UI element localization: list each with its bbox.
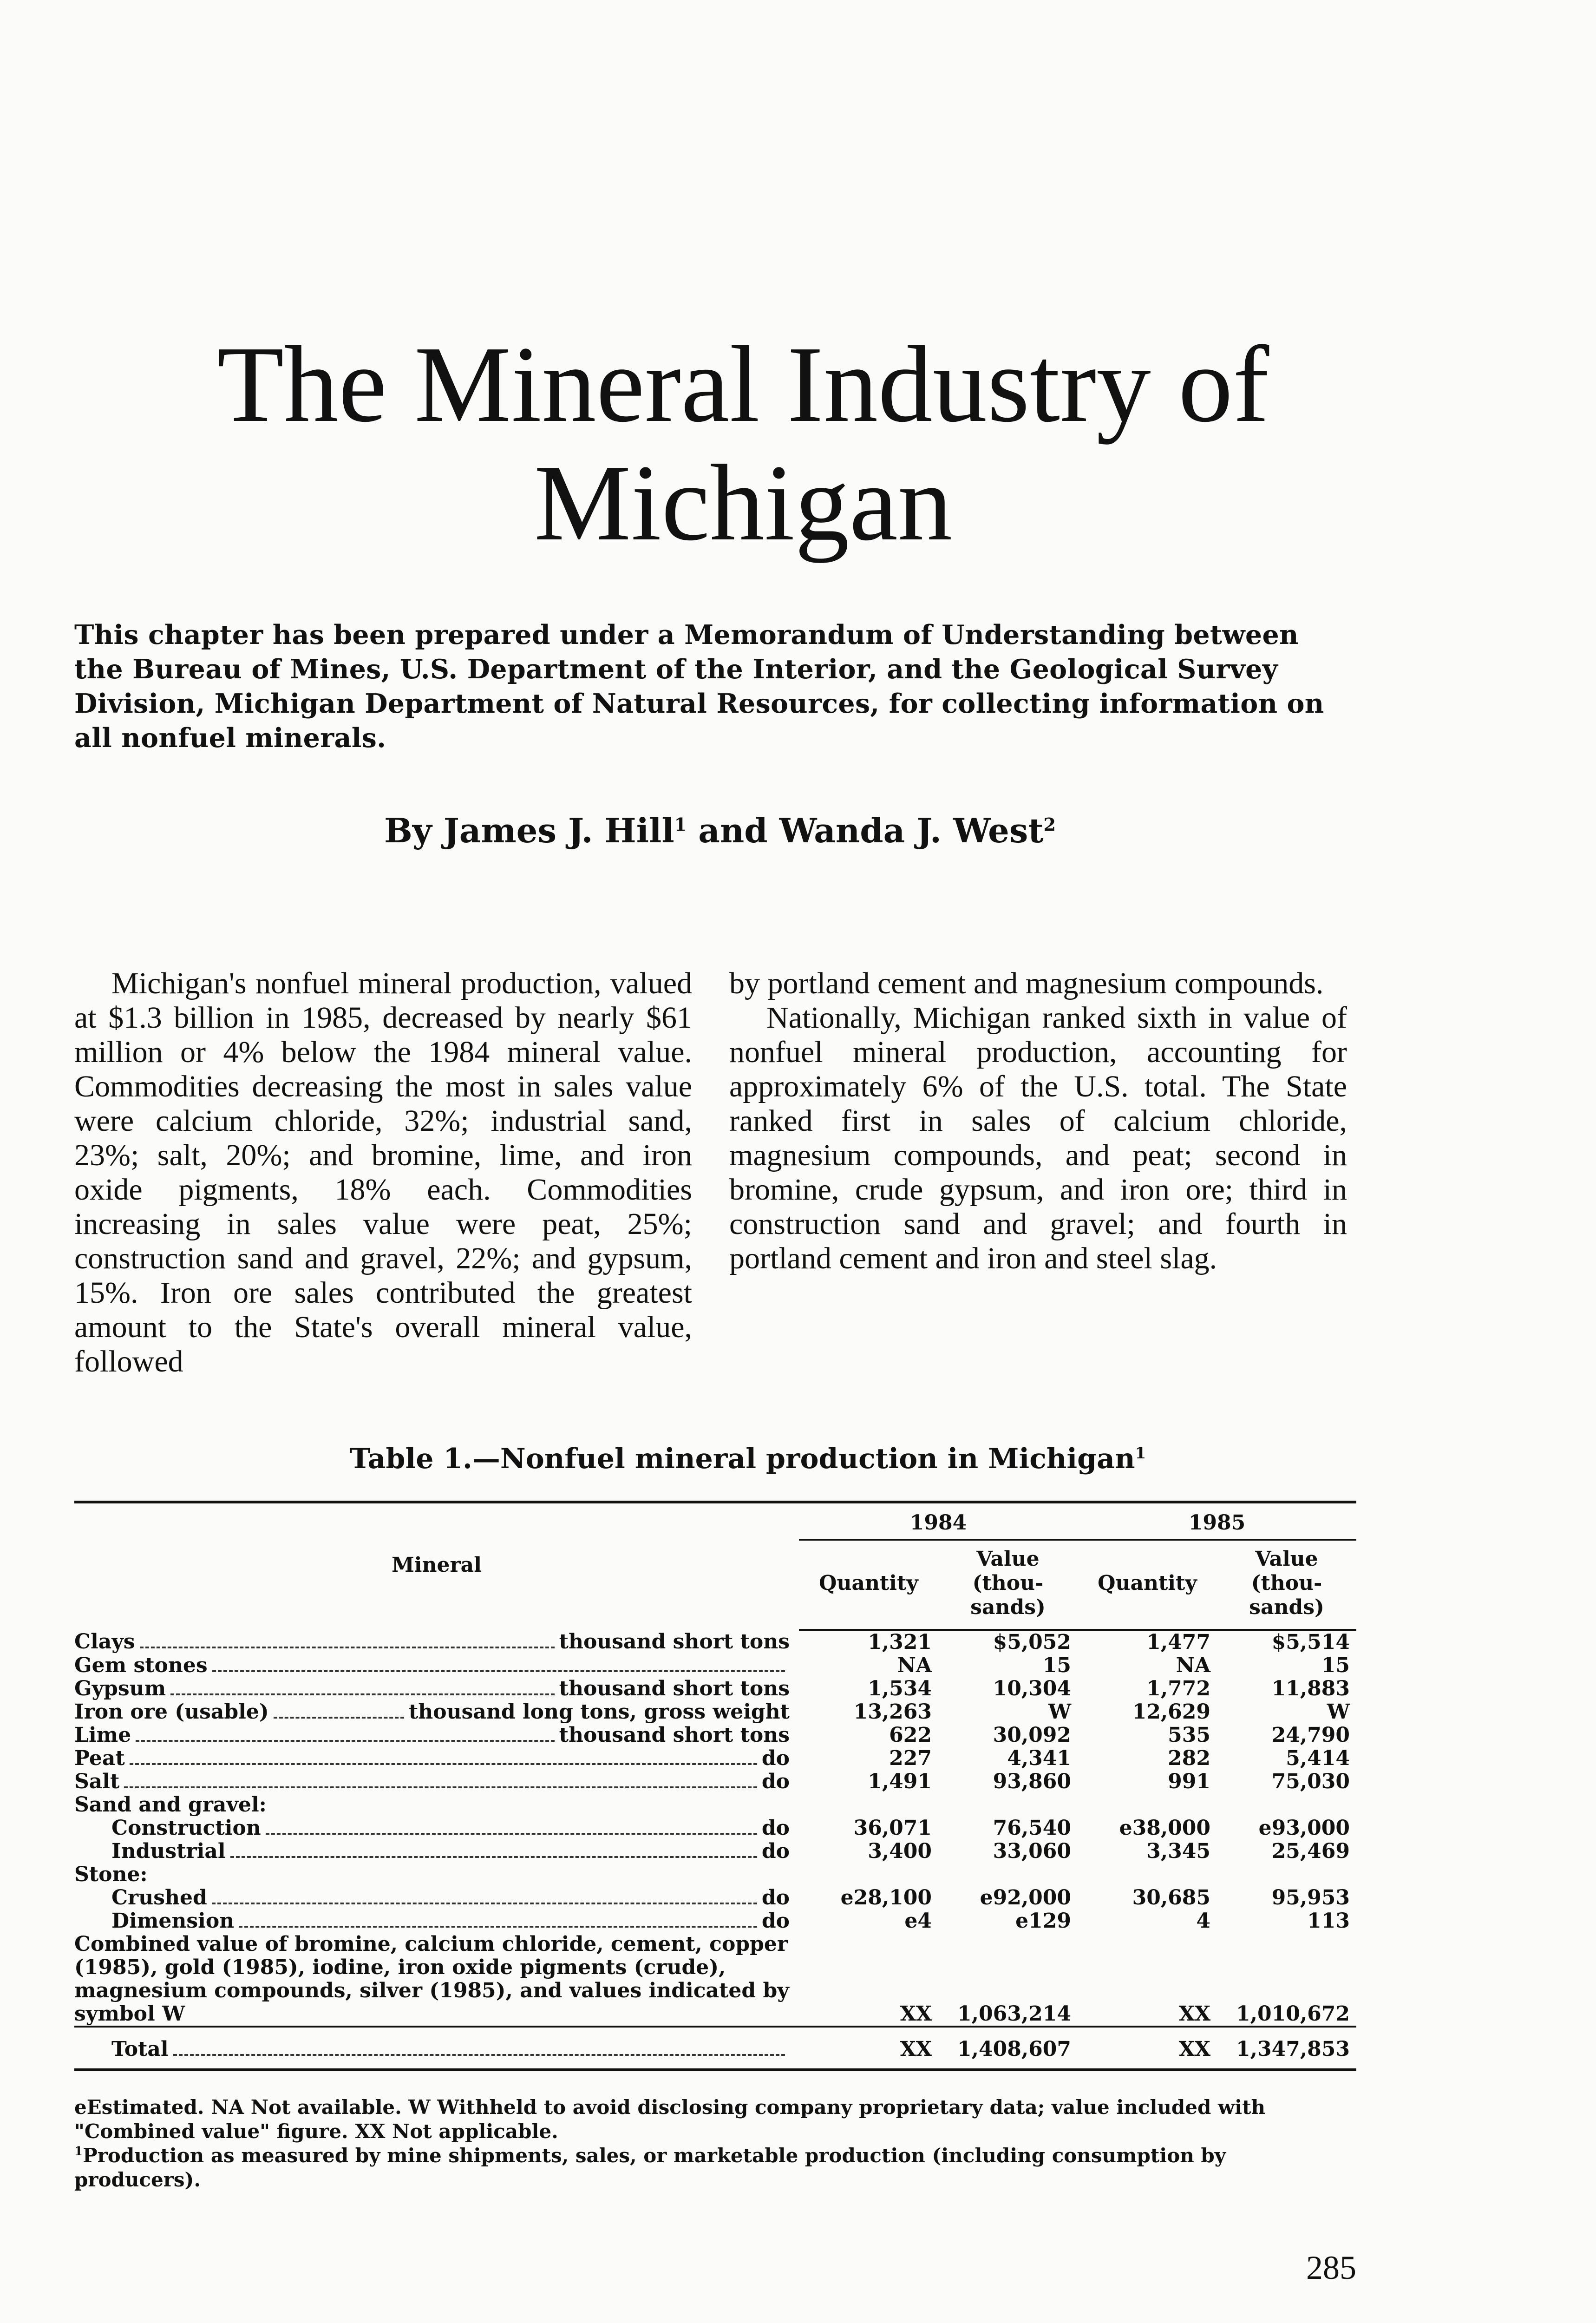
chapter-title-line2: Michigan (534, 442, 953, 563)
header-mineral: Mineral (392, 1553, 482, 1577)
footnote-1-text: Production as measured by mine shipments, sales, or marketable production (including consumption by producers). (74, 2144, 1226, 2191)
total-cell-v85: 1,347,853 (1217, 2027, 1356, 2070)
mineral-name: Clays (74, 1630, 135, 1654)
table-row (74, 1700, 1356, 1724)
cell-q84: 622 (889, 1723, 932, 1747)
mineral-name: Crushed (111, 1886, 207, 1910)
cell-q84: NA (897, 1654, 932, 1677)
unit-label: thousand short tons (559, 1724, 790, 1747)
row-label (74, 1677, 799, 1700)
cell-q85: 3,345 (1146, 1839, 1210, 1863)
cell-q85: 1,772 (1146, 1677, 1210, 1700)
row-label-inner (74, 1700, 790, 1724)
mineral-name: Dimension (111, 1910, 235, 1933)
unit-label: thousand short tons (559, 1677, 790, 1700)
row-label (74, 1817, 799, 1840)
page-number: 285 (1306, 2249, 1356, 2286)
body-column-right (729, 966, 1347, 1276)
row-label (74, 1770, 799, 1793)
cell-v84: e92,000 (980, 1886, 1071, 1910)
cell-q84: e28,100 (840, 1886, 932, 1910)
cell-q84: 1,491 (868, 1770, 932, 1793)
row-label-inner (111, 1886, 790, 1910)
mineral-name: Industrial (111, 1840, 226, 1863)
row-label-inner (74, 1677, 790, 1700)
chapter-title (139, 325, 1347, 562)
header-value-1985: Value (thou- sands) (1217, 1540, 1356, 1630)
leader-dots (140, 1640, 555, 1648)
cell-q84: 36,071 (853, 1816, 932, 1840)
unit-label: do (761, 1840, 790, 1863)
table-row (74, 1630, 1356, 1654)
unit-label: do (761, 1817, 790, 1840)
chapter-title-line1: The Mineral Industry of (217, 324, 1269, 445)
intro-paragraph: This chapter has been prepared under a Memorandum of Understanding between the Bureau of Mines, U.S. Department of the Interior, and the Geological Survey Division, Michigan Department of Natural Resources, for collecting information on all nonfuel minerals. (74, 619, 1324, 754)
footnote-1 (74, 2144, 1356, 2192)
header-value-1984: Value (thou- sands) (938, 1540, 1078, 1630)
footnote-legend: eEstimated. NA Not available. W Withheld to avoid disclosing company proprietary data; value included with "Combined value" figure. XX Not applicable. (74, 2096, 1266, 2143)
cell-v85: 24,790 (1271, 1723, 1350, 1747)
row-label-inner (111, 1840, 790, 1863)
header-quantity-1984: Quantity (799, 1540, 938, 1630)
cell-q85: e38,000 (1119, 1816, 1210, 1840)
row-label (74, 1840, 799, 1863)
cell-v85: 15 (1321, 1654, 1350, 1677)
byline (232, 811, 1208, 850)
byline-footnote-2: 2 (1043, 814, 1056, 835)
total-label (74, 2027, 799, 2070)
cell-q85: 991 (1168, 1770, 1210, 1793)
unit-label: do (761, 1886, 790, 1910)
table-title-footnote: 1 (1135, 1444, 1146, 1463)
row-label-inner (74, 1724, 790, 1747)
row-label-inner (74, 1630, 790, 1654)
mineral-name: Lime (74, 1724, 131, 1747)
cell-v84: 10,304 (993, 1677, 1071, 1700)
table-row (74, 1817, 1356, 1840)
table-footnotes (74, 2095, 1356, 2192)
cell-q85: XX (1178, 2002, 1210, 2026)
cell-v84: 93,860 (993, 1770, 1071, 1793)
table-title (139, 1443, 1356, 1475)
cell-v85: W (1327, 1700, 1350, 1724)
cell-q85: NA (1176, 1654, 1210, 1677)
header-year-1984: 1984 (799, 1502, 1078, 1540)
table-body (74, 1630, 1356, 2070)
cell-v85: 113 (1307, 1909, 1350, 1933)
mineral-name: Peat (74, 1747, 125, 1770)
table-row (74, 1770, 1356, 1793)
table-row (74, 1677, 1356, 1700)
byline-author2: and Wanda J. West (687, 811, 1044, 850)
cell-v84: 76,540 (993, 1816, 1071, 1840)
cell-v85: 25,469 (1271, 1839, 1350, 1863)
total-text: Total (111, 2037, 169, 2061)
unit-label: thousand long tons, gross weight (408, 1700, 790, 1724)
cell-v85: 5,414 (1286, 1746, 1350, 1770)
cell-q84: XX (900, 2002, 932, 2026)
mineral-name: Construction (111, 1817, 261, 1840)
mineral-name: Iron ore (usable) (74, 1700, 269, 1724)
byline-author1: By James J. Hill (384, 811, 674, 850)
body-paragraph: by portland cement and magnesium compounds. (729, 966, 1324, 1000)
header-year-1985: 1985 (1078, 1502, 1356, 1540)
cell-q84: 13,263 (853, 1700, 932, 1724)
cell-v84: W (1048, 1700, 1071, 1724)
row-label (74, 1630, 799, 1654)
data-table (74, 1501, 1356, 2071)
leader-dots (266, 1826, 757, 1835)
body-paragraph: Michigan's nonfuel mineral production, valued at $1.3 billion in 1985, decreased by nearly $61 million or 4% below the 1984 mineral value. Commodities decreasing the most in sales value were calcium chloride, 32%; industrial sand, 23%; salt, 20%; and bromine, lime, and iron oxide pigments, 18% each. Commodities increasing in sales value were peat, 25%; construction sand and gravel, 22%; and gypsum, 15%. Iron ore sales contributed the greatest amount to the State's overall mineral value, followed (74, 966, 692, 1378)
row-label-inner (74, 1747, 790, 1770)
leader-dots (239, 1919, 757, 1928)
cell-v84: 30,092 (993, 1723, 1071, 1747)
row-label-inner (111, 1817, 790, 1840)
cell-v85: 95,953 (1271, 1886, 1350, 1910)
total-cell-v84: 1,408,607 (938, 2027, 1078, 2070)
row-label (74, 1910, 799, 1933)
cell-q84: 1,534 (868, 1677, 932, 1700)
mineral-name: Gem stones (74, 1654, 208, 1677)
category-row (74, 1863, 1356, 1886)
table-row (74, 1910, 1356, 1933)
cell-v84: 4,341 (1007, 1746, 1071, 1770)
cell-q84: 227 (889, 1746, 932, 1770)
cell-v85: 1,010,672 (1236, 2002, 1350, 2026)
combined-value-row (74, 1933, 1356, 2027)
body-column-left (74, 966, 692, 1379)
table-header-row (74, 1502, 1356, 1540)
cell-v85: $5,514 (1271, 1630, 1350, 1654)
unit-label: do (761, 1747, 790, 1770)
leader-dots (212, 1896, 757, 1904)
cell-q84: e4 (904, 1909, 932, 1933)
category-row (74, 1793, 1356, 1817)
mineral-name: Gypsum (74, 1677, 166, 1700)
production-table (74, 1501, 1356, 2071)
row-label-inner (111, 1910, 790, 1933)
total-label-inner (111, 2038, 790, 2061)
leader-dots (173, 2047, 785, 2056)
cell-v85: 11,883 (1271, 1677, 1350, 1700)
combined-label: Combined value of bromine, calcium chloride, cement, copper (1985), gold (1985), iodine, iron oxide pigments (crude), magnesium compounds, silver (1985), and values indicated by symbol W (74, 1932, 789, 2026)
table-row (74, 1840, 1356, 1863)
cell-v84: 33,060 (993, 1839, 1071, 1863)
header-quantity-1985: Quantity (1078, 1540, 1217, 1630)
category-label: Stone: (74, 1863, 148, 1886)
table-row (74, 1886, 1356, 1910)
body-paragraph: Nationally, Michigan ranked sixth in value of nonfuel mineral production, accounting for approximately 6% of the U.S. total. The State ranked first in sales of calcium chloride, magnesium compounds, and peat; second in bromine, crude gypsum, and iron ore; third in construction sand and gravel; and fourth in portland cement and iron and steel slag. (729, 1001, 1347, 1275)
cell-v84: 1,063,214 (957, 2002, 1071, 2026)
cell-q85: 4 (1196, 1909, 1210, 1933)
total-cell-q85: XX (1078, 2027, 1217, 2070)
cell-v84: e129 (1015, 1909, 1071, 1933)
table-row (74, 1724, 1356, 1747)
cell-q85: 12,629 (1132, 1700, 1210, 1724)
row-label (74, 1654, 799, 1677)
cell-v85: 75,030 (1271, 1770, 1350, 1793)
row-label (74, 1700, 799, 1724)
cell-v85: e93,000 (1258, 1816, 1350, 1840)
category-label: Sand and gravel: (74, 1793, 267, 1817)
unit-label: thousand short tons (559, 1630, 790, 1654)
total-cell-q84: XX (799, 2027, 938, 2070)
cell-q85: 282 (1168, 1746, 1210, 1770)
leader-dots (130, 1757, 757, 1765)
table-title-text: Table 1.—Nonfuel mineral production in Michigan (349, 1443, 1135, 1475)
row-label-inner (74, 1654, 790, 1677)
row-label-inner (74, 1770, 790, 1793)
leader-dots (124, 1780, 757, 1788)
cell-q84: 3,400 (868, 1839, 932, 1863)
leader-dots (230, 1850, 757, 1858)
leader-dots (136, 1733, 554, 1742)
unit-label: do (761, 1770, 790, 1793)
leader-dots (274, 1710, 404, 1719)
mineral-name: Salt (74, 1770, 120, 1793)
total-row (74, 2027, 1356, 2070)
byline-footnote-1: 1 (674, 814, 687, 835)
table-row (74, 1654, 1356, 1677)
footnote-1-marker: 1 (74, 2145, 83, 2159)
leader-dots (170, 1687, 554, 1695)
row-label (74, 1886, 799, 1910)
row-label (74, 1747, 799, 1770)
row-label (74, 1724, 799, 1747)
unit-label: do (761, 1910, 790, 1933)
cell-q84: 1,321 (868, 1630, 932, 1654)
cell-v84: $5,052 (993, 1630, 1071, 1654)
table-row (74, 1747, 1356, 1770)
cell-q85: 535 (1168, 1723, 1210, 1747)
cell-v84: 15 (1042, 1654, 1071, 1677)
leader-dots (212, 1664, 785, 1672)
cell-q85: 1,477 (1146, 1630, 1210, 1654)
cell-q85: 30,685 (1132, 1886, 1210, 1910)
